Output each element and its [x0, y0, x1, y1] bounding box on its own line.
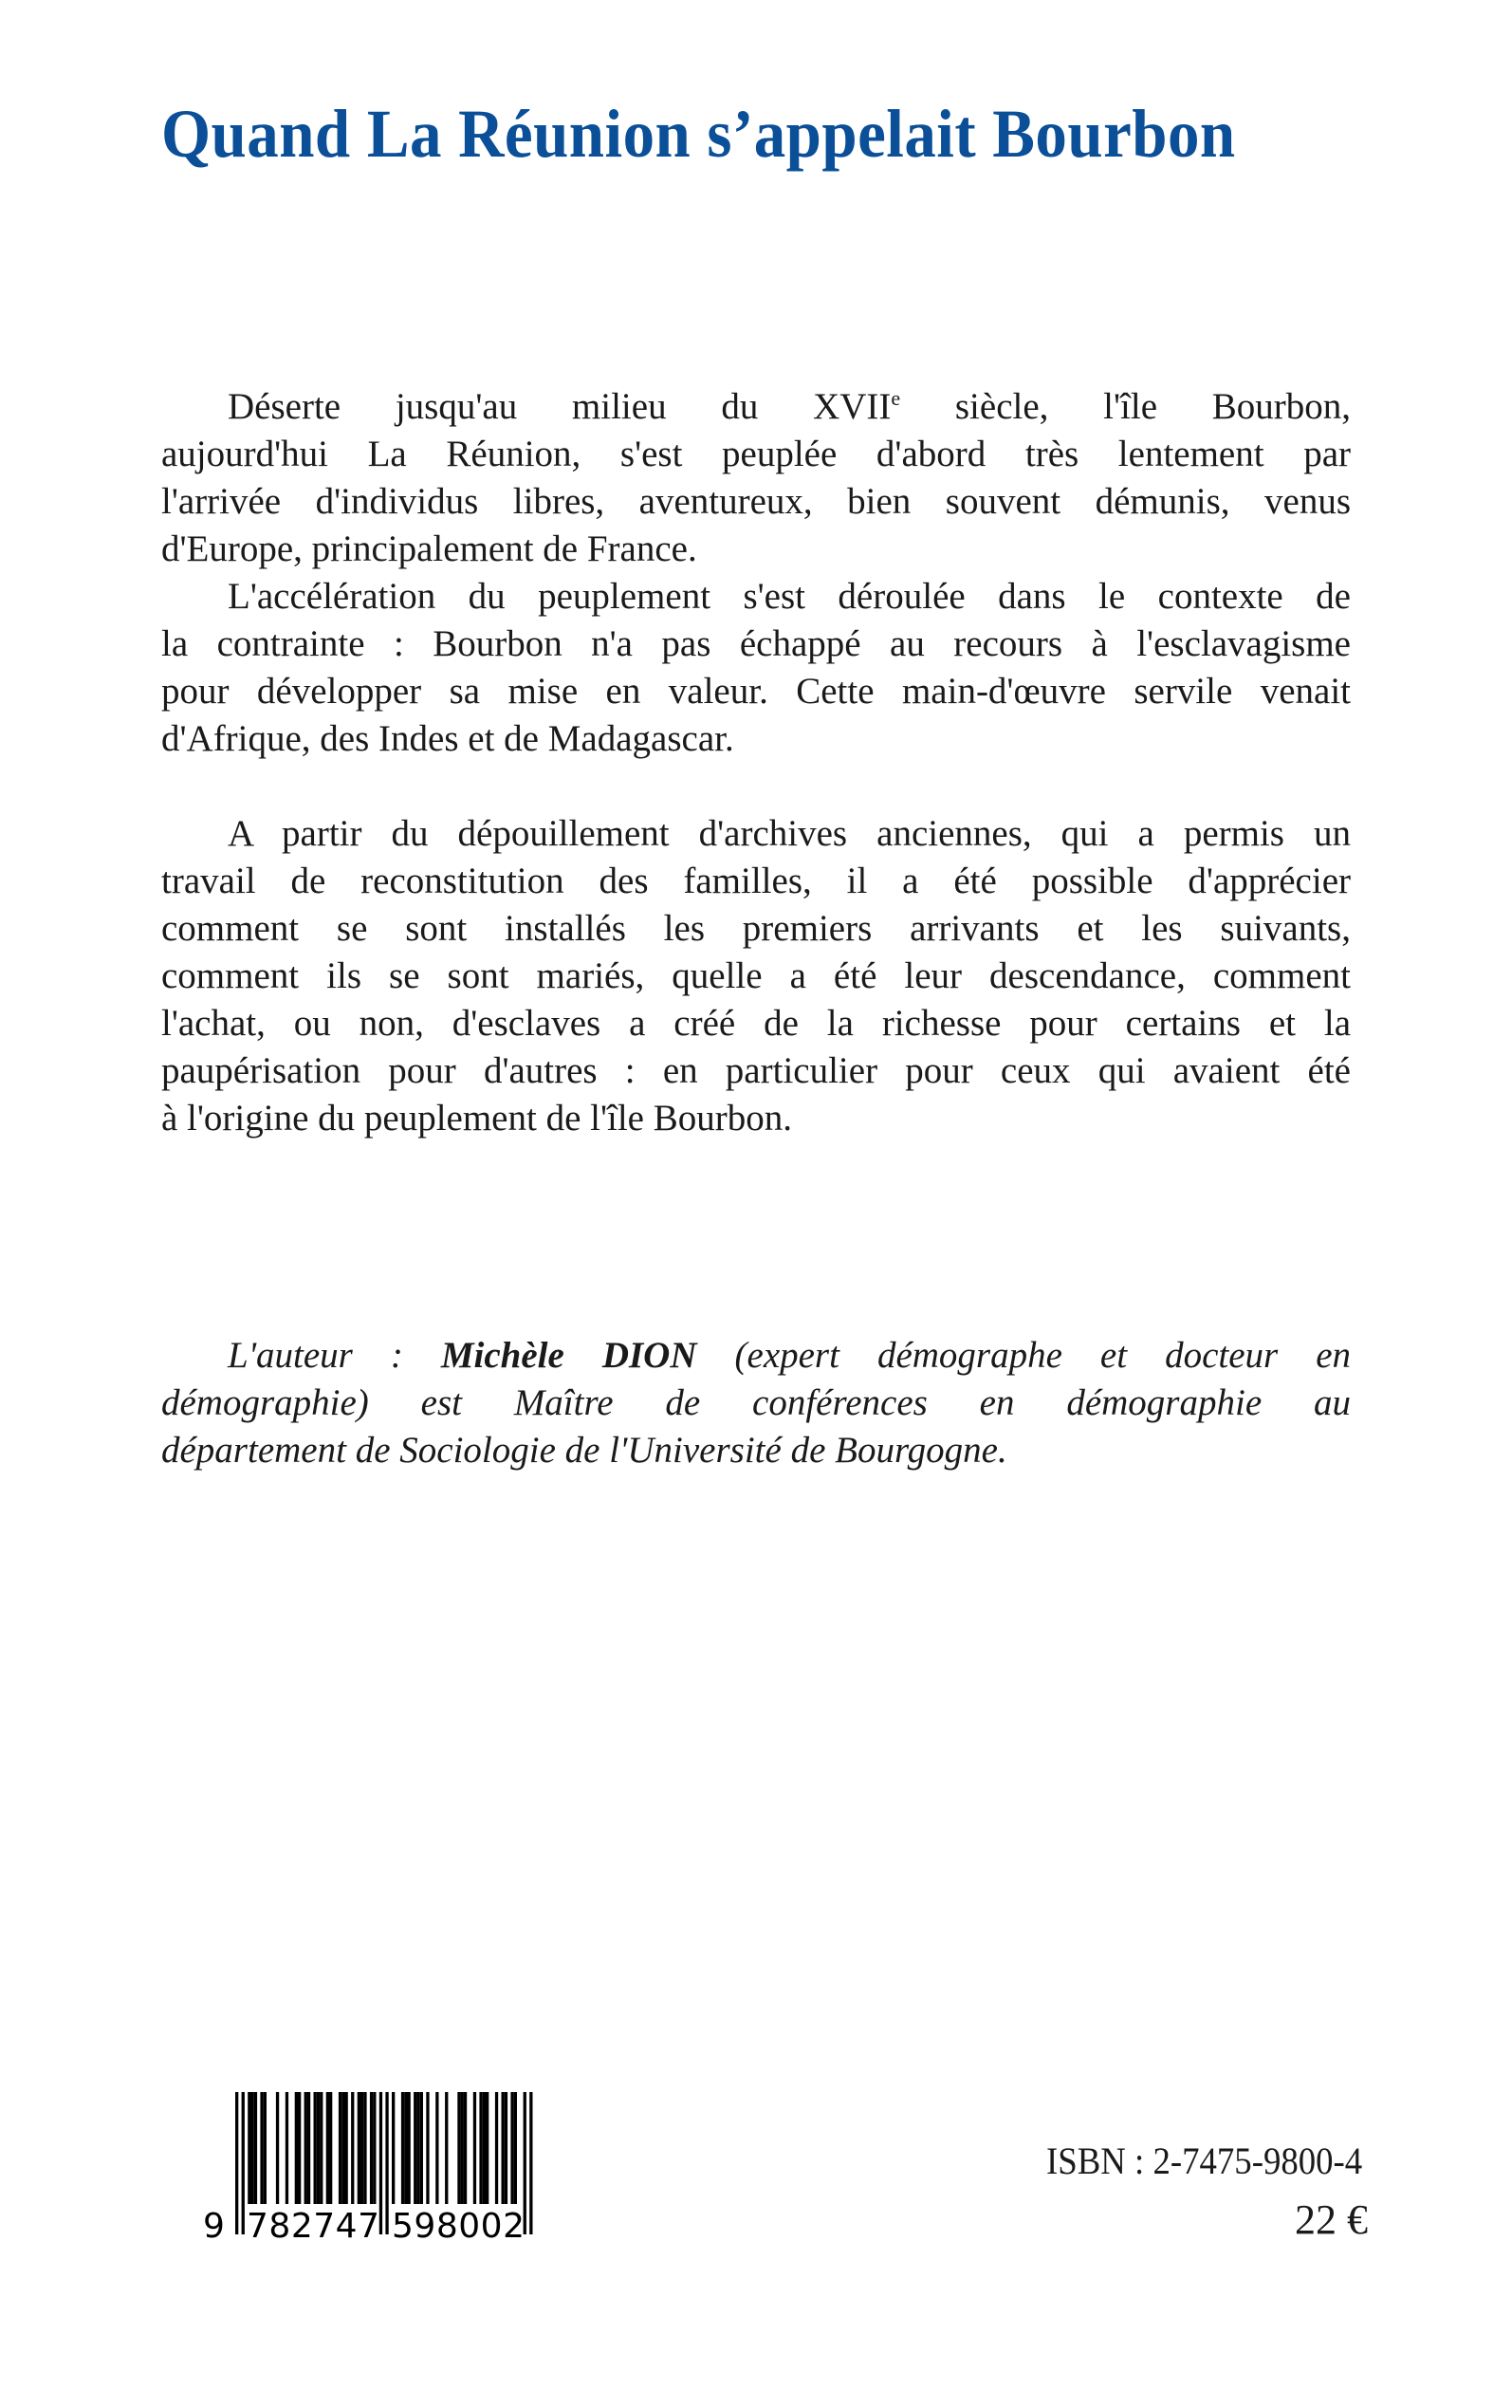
barcode-bar: [529, 2092, 532, 2234]
barcode-bar: [379, 2092, 382, 2234]
barcode-bar: [260, 2092, 263, 2204]
author-bio: [161, 1332, 1351, 1474]
text-line: paupérisation pour d'autres : en particulier pour ceux qui avaient été: [161, 1050, 1351, 1091]
barcode-bar: [445, 2092, 448, 2204]
barcode-bar: [401, 2092, 404, 2204]
barcode-bar: [320, 2092, 323, 2204]
barcode-bar: [295, 2092, 298, 2204]
barcode-bar: [264, 2092, 267, 2204]
text-line: la contrainte : Bourbon n'a pas échappé au recours à l'esclavagisme: [161, 623, 1351, 664]
barcode-bar: [358, 2092, 360, 2204]
barcode-bar: [510, 2092, 513, 2204]
barcode-digit-first: 9: [203, 2207, 225, 2246]
barcode-bar: [461, 2092, 464, 2204]
barcode-bar: [495, 2092, 498, 2204]
barcode-bar: [251, 2092, 254, 2204]
barcode-bar: [479, 2092, 482, 2204]
text-line: aujourd'hui La Réunion, s'est peuplée d'abord très lentement par: [161, 434, 1351, 474]
barcode-bar: [420, 2092, 423, 2204]
barcode-bar: [373, 2092, 376, 2204]
barcode: [190, 2087, 550, 2249]
text-line: [161, 1332, 1351, 1380]
text-line: comment se sont installés les premiers arrivants et les suivants,: [161, 908, 1351, 949]
barcode-bar: [502, 2092, 505, 2204]
barcode-bar: [486, 2092, 489, 2204]
text-segment: siècle, l'île Bourbon,: [900, 386, 1351, 427]
text-line: à l'origine du peuplement de l'île Bourbon.: [161, 1098, 792, 1139]
barcode-bar: [242, 2092, 245, 2234]
barcode-bar: [385, 2092, 388, 2234]
barcode-bar: [435, 2092, 438, 2204]
barcode-bar: [286, 2092, 288, 2204]
text-line: [161, 383, 1351, 431]
barcode-bar: [360, 2092, 363, 2204]
barcode-bar: [426, 2092, 429, 2204]
barcode-digits-right: 598002: [392, 2207, 525, 2246]
barcode-bar: [339, 2092, 341, 2204]
text-line: travail de reconstitution des familles, il a été possible d'apprécier: [161, 861, 1351, 901]
text-segment: Déserte jusqu'au milieu du XVII: [228, 386, 892, 427]
paragraph-2: [161, 573, 1351, 763]
paragraph-3: [161, 810, 1351, 1142]
text-line: d'Europe, principalement de France.: [161, 528, 697, 569]
barcode-bar: [514, 2092, 517, 2204]
barcode-bar: [317, 2092, 320, 2204]
barcode-bar: [370, 2092, 373, 2204]
barcode-bar: [414, 2092, 416, 2204]
text-segment: L'auteur :: [228, 1335, 441, 1376]
barcode-bar: [254, 2092, 257, 2204]
barcode-bar: [248, 2092, 250, 2204]
barcode-bar: [235, 2092, 238, 2234]
barcode-bar: [505, 2092, 507, 2204]
book-title: Quand La Réunion s’appelait Bourbon: [161, 96, 1236, 172]
barcode-bar: [457, 2092, 460, 2204]
text-line: département de Sociologie de l'Université de Bourgogne.: [161, 1430, 1007, 1471]
barcode-bar: [351, 2092, 354, 2204]
barcode-bar: [363, 2092, 366, 2204]
price: 22 €: [1295, 2196, 1368, 2243]
text-line: A partir du dépouillement d'archives anciennes, qui a permis un: [228, 813, 1351, 854]
barcode-bar: [473, 2092, 476, 2204]
barcode-digits-left: 782747: [247, 2207, 379, 2246]
text-line: L'accélération du peuplement s'est déroulée dans le contexte de: [228, 576, 1351, 617]
barcode-bar: [416, 2092, 419, 2204]
barcode-bar: [326, 2092, 329, 2204]
text-line: d'Afrique, des Indes et de Madagascar.: [161, 718, 734, 759]
barcode-bar: [392, 2092, 395, 2204]
barcode-bar: [408, 2092, 411, 2204]
barcode-bar: [341, 2092, 344, 2204]
text-line: l'arrivée d'individus libres, aventureux, bien souvent démunis, venus: [161, 481, 1351, 522]
text-line: démographie) est Maître de conférences en démographie au: [161, 1382, 1351, 1423]
barcode-bar: [483, 2092, 486, 2204]
text-segment: (expert démographe et docteur en: [696, 1335, 1352, 1376]
barcode-bar: [464, 2092, 467, 2204]
text-line: comment ils se sont mariés, quelle a été leur descendance, comment: [161, 955, 1351, 996]
barcode-bar: [314, 2092, 317, 2204]
superscript: e: [891, 386, 901, 410]
isbn: ISBN : 2-7475-9800-4: [1045, 2139, 1362, 2182]
barcode-bar: [307, 2092, 310, 2204]
paragraph-1: [161, 383, 1351, 573]
barcode-bar: [329, 2092, 332, 2204]
author-name: Michèle DION: [440, 1335, 697, 1376]
barcode-bar: [298, 2092, 301, 2204]
barcode-bar: [276, 2092, 279, 2204]
barcode-bar: [404, 2092, 407, 2204]
barcode-bar: [345, 2092, 348, 2204]
barcode-bar: [304, 2092, 307, 2204]
text-line: pour développer sa mise en valeur. Cette main-d'œuvre servile venait: [161, 671, 1351, 712]
text-line: l'achat, ou non, d'esclaves a créé de la richesse pour certains et la: [161, 1003, 1351, 1044]
